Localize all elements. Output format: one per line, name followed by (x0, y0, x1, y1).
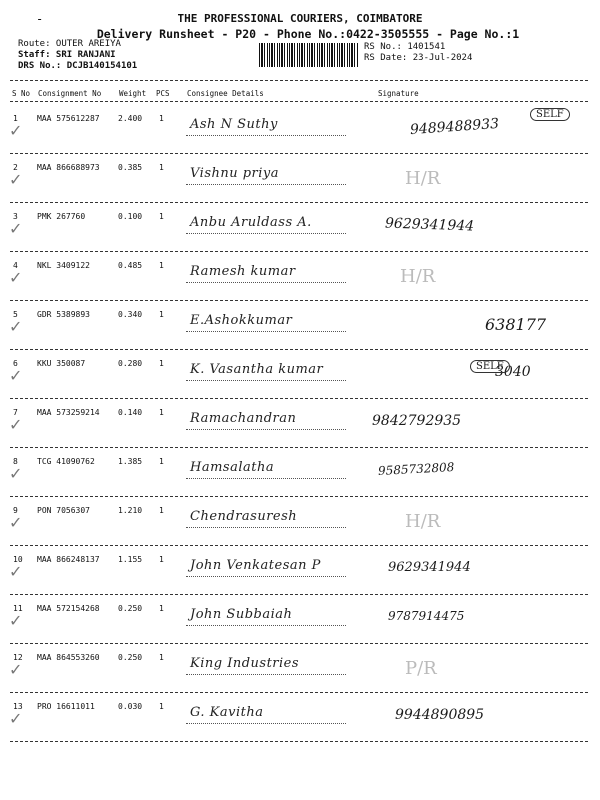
col-consignee: Consignee Details (187, 89, 264, 98)
row-consignee: Ash N Suthy (190, 117, 278, 132)
checkmark-icon: ✓ (9, 611, 23, 630)
row-consignment: PRO 16611011 (37, 702, 95, 711)
row-pcs: 1 (159, 261, 164, 270)
row-pcs: 1 (159, 702, 164, 711)
row-divider (10, 251, 588, 252)
row-sno: 1 (13, 114, 18, 123)
barcode (259, 43, 359, 67)
consignee-underline (186, 674, 346, 675)
row-signature: 9629341944 (384, 215, 475, 235)
checkmark-icon: ✓ (9, 219, 23, 238)
consignee-underline (186, 478, 346, 479)
header-rule-bottom (10, 101, 588, 102)
row-pcs: 1 (159, 604, 164, 613)
row-sno: 8 (13, 457, 18, 466)
consignee-underline (186, 380, 346, 381)
self-note: SELF (530, 108, 570, 121)
row-consignee: Chendrasuresh (190, 509, 298, 524)
runsheet-title: Delivery Runsheet - P20 - Phone No.:0422-3505555 - Page No.:1 (96, 27, 520, 41)
rs-number: RS No.: 1401541 (364, 42, 446, 52)
col-weight: Weight (119, 89, 147, 98)
row-weight: 0.250 (118, 653, 143, 662)
checkmark-icon: ✓ (9, 170, 23, 189)
consignee-underline (186, 135, 346, 136)
row-divider (10, 496, 588, 497)
consignee-underline (186, 233, 346, 234)
row-consignment: MAA 575612287 (37, 114, 100, 123)
row-sno: 13 (13, 702, 23, 711)
corner-mark: - (36, 12, 44, 26)
row-signature: H/R (405, 168, 441, 189)
checkmark-icon: ✓ (9, 317, 23, 336)
row-consignee: Ramesh kumar (190, 264, 296, 279)
row-sno: 12 (13, 653, 23, 662)
checkmark-icon: ✓ (9, 660, 23, 679)
consignee-underline (186, 625, 346, 626)
consignee-underline (186, 184, 346, 185)
row-signature: P/R (405, 658, 437, 679)
col-pcs: PCS (156, 89, 170, 98)
row-sno: 11 (13, 604, 23, 613)
checkmark-icon: ✓ (9, 709, 23, 728)
checkmark-icon: ✓ (9, 513, 23, 532)
consignee-underline (186, 429, 346, 430)
row-weight: 1.210 (118, 506, 143, 515)
checkmark-icon: ✓ (9, 415, 23, 434)
row-consignment: KKU 350087 (37, 359, 86, 368)
checkmark-icon: ✓ (9, 268, 23, 287)
row-weight: 0.030 (118, 702, 143, 711)
row-pcs: 1 (159, 114, 164, 123)
col-consignment: Consignment No (38, 89, 102, 98)
row-divider (10, 202, 588, 203)
row-divider (10, 398, 588, 399)
row-weight: 0.280 (118, 359, 143, 368)
row-sno: 6 (13, 359, 18, 368)
row-divider (10, 594, 588, 595)
row-divider (10, 153, 588, 154)
row-sno: 4 (13, 261, 18, 270)
row-pcs: 1 (159, 506, 164, 515)
row-consignee: Ramachandran (190, 411, 297, 426)
staff-label: Staff: SRI RANJANI (18, 50, 116, 60)
self-note: SELF (470, 360, 510, 373)
row-consignment: PON 7056307 (37, 506, 90, 515)
row-consignment: NKL 3409122 (37, 261, 90, 270)
row-sno: 5 (13, 310, 18, 319)
row-pcs: 1 (159, 359, 164, 368)
row-sno: 7 (13, 408, 18, 417)
row-divider (10, 692, 588, 693)
row-divider (10, 447, 588, 448)
row-signature: 9629341944 (388, 560, 471, 575)
row-signature: H/R (405, 511, 441, 532)
row-pcs: 1 (159, 408, 164, 417)
rs-date: RS Date: 23-Jul-2024 (364, 53, 473, 63)
row-signature: 9944890895 (395, 707, 485, 723)
row-sno: 2 (13, 163, 18, 172)
row-consignment: MAA 866248137 (37, 555, 100, 564)
row-divider (10, 545, 588, 546)
col-sno: S No (12, 89, 31, 98)
row-pcs: 1 (159, 310, 164, 319)
row-weight: 0.100 (118, 212, 143, 221)
row-weight: 0.140 (118, 408, 143, 417)
consignee-underline (186, 527, 346, 528)
row-consignment: PMK 267760 (37, 212, 86, 221)
row-pcs: 1 (159, 163, 164, 172)
row-consignee: E.Ashokkumar (190, 313, 293, 328)
header-rule-top (10, 80, 588, 81)
row-consignee: John Subbaiah (190, 607, 293, 622)
row-signature: H/R (400, 266, 436, 287)
row-sno: 3 (13, 212, 18, 221)
row-pcs: 1 (159, 457, 164, 466)
row-consignee: G. Kavitha (190, 705, 264, 720)
row-weight: 0.340 (118, 310, 143, 319)
row-weight: 1.385 (118, 457, 143, 466)
row-divider (10, 349, 588, 350)
row-weight: 2.400 (118, 114, 143, 123)
checkmark-icon: ✓ (9, 366, 23, 385)
row-consignee: Hamsalatha (190, 460, 275, 475)
row-weight: 0.385 (118, 163, 143, 172)
consignee-underline (186, 576, 346, 577)
row-consignee: Anbu Aruldass A. (190, 215, 312, 230)
row-signature: 638177 (485, 315, 547, 334)
route-label: Route: OUTER AREIYA (18, 39, 121, 49)
row-sno: 10 (13, 555, 23, 564)
checkmark-icon: ✓ (9, 562, 23, 581)
row-signature: 3040 (495, 364, 531, 380)
row-signature: 9585732808 (377, 460, 455, 478)
consignee-underline (186, 331, 346, 332)
drs-label: DRS No.: DCJB140154101 (18, 61, 138, 71)
row-consignment: MAA 572154268 (37, 604, 100, 613)
row-consignment: MAA 864553260 (37, 653, 100, 662)
row-consignment: MAA 573259214 (37, 408, 100, 417)
row-signature: 9489488933 (409, 115, 500, 139)
checkmark-icon: ✓ (9, 121, 23, 140)
row-weight: 0.250 (118, 604, 143, 613)
row-consignee: K. Vasantha kumar (190, 362, 324, 377)
row-consignment: MAA 866688973 (37, 163, 100, 172)
checkmark-icon: ✓ (9, 464, 23, 483)
consignee-underline (186, 723, 346, 724)
row-consignee: Vishnu priya (190, 166, 280, 181)
row-divider (10, 300, 588, 301)
company-title: THE PROFESSIONAL COURIERS, COIMBATORE (177, 12, 423, 25)
row-consignment: GDR 5389893 (37, 310, 90, 319)
row-signature: 9842792935 (372, 413, 462, 429)
row-pcs: 1 (159, 212, 164, 221)
row-pcs: 1 (159, 555, 164, 564)
row-consignee: John Venkatesan P (190, 558, 321, 573)
row-consignee: King Industries (190, 656, 300, 671)
row-weight: 1.155 (118, 555, 143, 564)
row-pcs: 1 (159, 653, 164, 662)
consignee-underline (186, 282, 346, 283)
col-signature: Signature (378, 89, 419, 98)
row-signature: 9787914475 (388, 609, 465, 623)
row-sno: 9 (13, 506, 18, 515)
row-weight: 0.485 (118, 261, 143, 270)
row-divider (10, 741, 588, 742)
row-divider (10, 643, 588, 644)
row-consignment: TCG 41090762 (37, 457, 95, 466)
